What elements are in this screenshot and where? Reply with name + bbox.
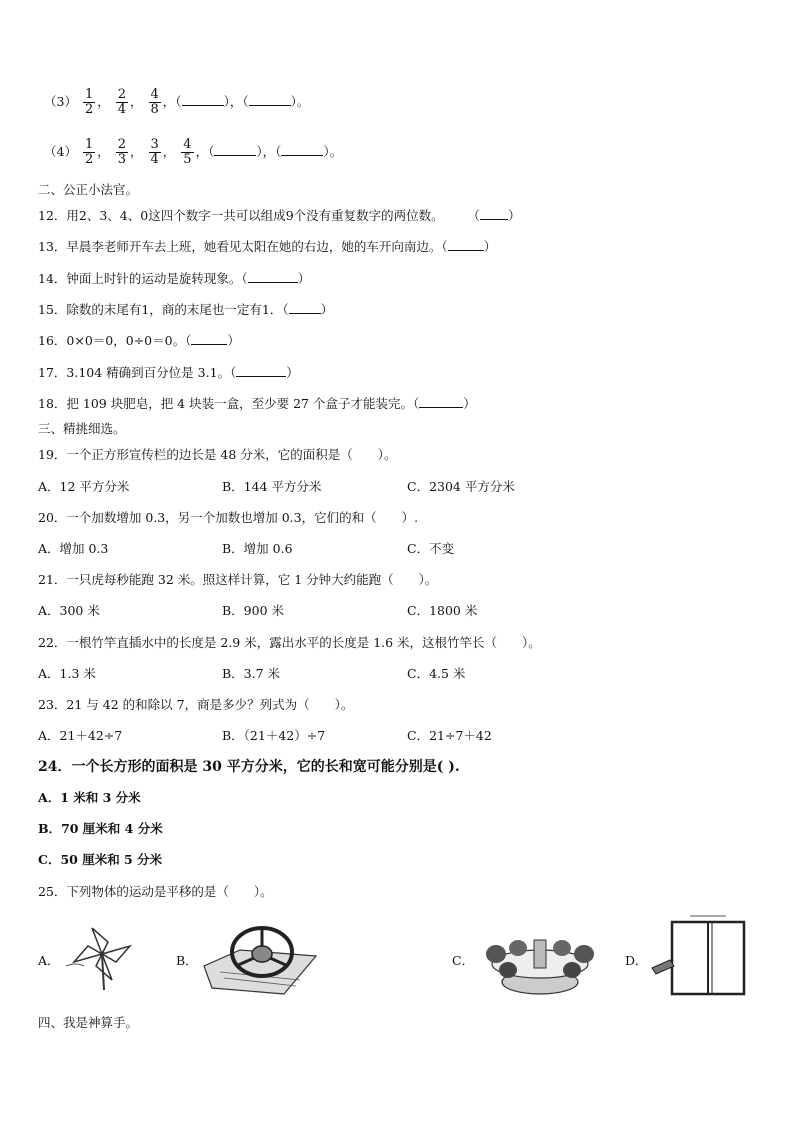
option-a[interactable]: A． [38, 953, 60, 968]
fraction: $\frac{4}{8}$ [150, 87, 159, 117]
question-24-stem: 24．一个长方形的面积是 30 平方分米，它的长和宽可能分别是( ). [38, 759, 460, 775]
option-b[interactable]: B． [176, 953, 198, 968]
option-c[interactable]: C．50 厘米和 5 分米 [38, 852, 163, 867]
section-3-heading: 三、精挑细选。 [38, 421, 126, 436]
option-a[interactable]: A．增加 0.3 [38, 541, 109, 556]
question-12: 12．用2、3、4、0这四个数字一共可以组成9个没有重复数字的两位数。 （ ） [38, 208, 521, 223]
section-2-heading: 二、公正小法官。 [38, 182, 139, 197]
steering-wheel-image [200, 920, 320, 996]
question-25-stem: 25．下列物体的运动是平移的是（ ）。 [38, 884, 273, 899]
fraction: $\frac{1}{2}$ [84, 87, 94, 117]
option-a[interactable]: A．12 平方分米 [38, 479, 130, 494]
option-a[interactable]: A．300 米 [38, 603, 100, 618]
fraction: $\frac{2}{4}$ [117, 87, 126, 117]
option-b[interactable]: B．900 米 [222, 603, 285, 618]
fraction: $\frac{4}{5}$ [183, 137, 192, 167]
option-c[interactable]: C．1800 米 [407, 603, 478, 618]
fraction: $\frac{2}{3}$ [117, 137, 126, 167]
option-b[interactable]: B．（21＋42）÷7 [222, 728, 326, 743]
question-13: 13．早晨李老师开车去上班，她看见太阳在她的右边，她的车开向南边。（ ） [38, 239, 497, 254]
answer-blank[interactable] [419, 395, 463, 408]
answer-blank[interactable] [289, 301, 321, 314]
option-b[interactable]: B．增加 0.6 [222, 541, 293, 556]
question-14: 14．钟面上时针的运动是旋转现象。（ ） [38, 271, 311, 286]
sliding-window-image [650, 914, 750, 996]
section-4-heading: 四、我是神算手。 [38, 1015, 139, 1030]
option-b[interactable]: B．70 厘米和 4 分米 [38, 821, 163, 836]
sequence-label: （3） [44, 94, 77, 109]
option-c[interactable]: C．4.5 米 [407, 666, 466, 681]
answer-blank[interactable] [249, 93, 291, 106]
option-a[interactable]: A．1.3 米 [38, 666, 96, 681]
question-16: 16．0×0＝0，0÷0＝0。（ ） [38, 333, 240, 348]
answer-blank[interactable] [214, 143, 256, 156]
answer-blank[interactable] [248, 270, 298, 283]
fraction: $\frac{1}{2}$ [84, 137, 94, 167]
question-18: 18．把 109 块肥皂，把 4 块装一盒，至少要 27 个盒子才能装完。（ ） [38, 396, 476, 411]
question-19-stem: 19．一个正方形宣传栏的边长是 48 分米，它的面积是（ ）。 [38, 447, 397, 462]
answer-blank[interactable] [281, 143, 323, 156]
option-a[interactable]: A．21＋42÷7 [38, 728, 123, 743]
answer-blank[interactable] [480, 207, 508, 220]
question-20-stem: 20．一个加数增加 0.3，另一个加数也增加 0.3，它们的和（ ）. [38, 510, 419, 525]
answer-blank[interactable] [236, 364, 286, 377]
option-d[interactable]: D． [625, 953, 648, 968]
question-17: 17．3.104 精确到百分位是 3.1。（ ） [38, 365, 299, 380]
option-b[interactable]: B．3.7 米 [222, 666, 281, 681]
answer-blank[interactable] [182, 93, 224, 106]
question-22-stem: 22．一根竹竿直插水中的长度是 2.9 米，露出水平的长度是 1.6 米，这根竹竿长（ ）。 [38, 635, 541, 650]
answer-blank[interactable] [448, 238, 484, 251]
pinwheel-image [62, 922, 142, 992]
fraction: $\frac{3}{4}$ [150, 137, 159, 167]
answer-blank[interactable] [191, 332, 227, 345]
question-23-stem: 23．21 与 42 的和除以 7，商是多少？列式为（ ）。 [38, 697, 354, 712]
option-c[interactable]: C．不变 [407, 541, 455, 556]
question-21-stem: 21．一只虎每秒能跑 32 米。照这样计算，它 1 分钟大约能跑（ ）。 [38, 572, 438, 587]
option-a[interactable]: A．1 米和 3 分米 [38, 790, 141, 805]
sequence-label: （4） [44, 144, 77, 159]
carousel-image [478, 920, 602, 1000]
option-b[interactable]: B．144 平方分米 [222, 479, 322, 494]
question-15: 15．除数的末尾有1，商的末尾也一定有1．（ ） [38, 302, 334, 317]
option-c[interactable]: C． [452, 953, 475, 968]
sequence-3: （3） $\frac{1}{2}$ ， $\frac{2}{4}$ ， $\frac{4}{8}$ ，（ ），（ ）。 [44, 87, 310, 117]
option-c[interactable]: C．2304 平方分米 [407, 479, 515, 494]
sequence-4: （4） $\frac{1}{2}$ ， $\frac{2}{3}$ ， $\frac{3}{4}$ ， $\frac{4}{5}$ ，（ ），（ ）。 [44, 137, 343, 167]
option-c[interactable]: C．21÷7＋42 [407, 728, 492, 743]
